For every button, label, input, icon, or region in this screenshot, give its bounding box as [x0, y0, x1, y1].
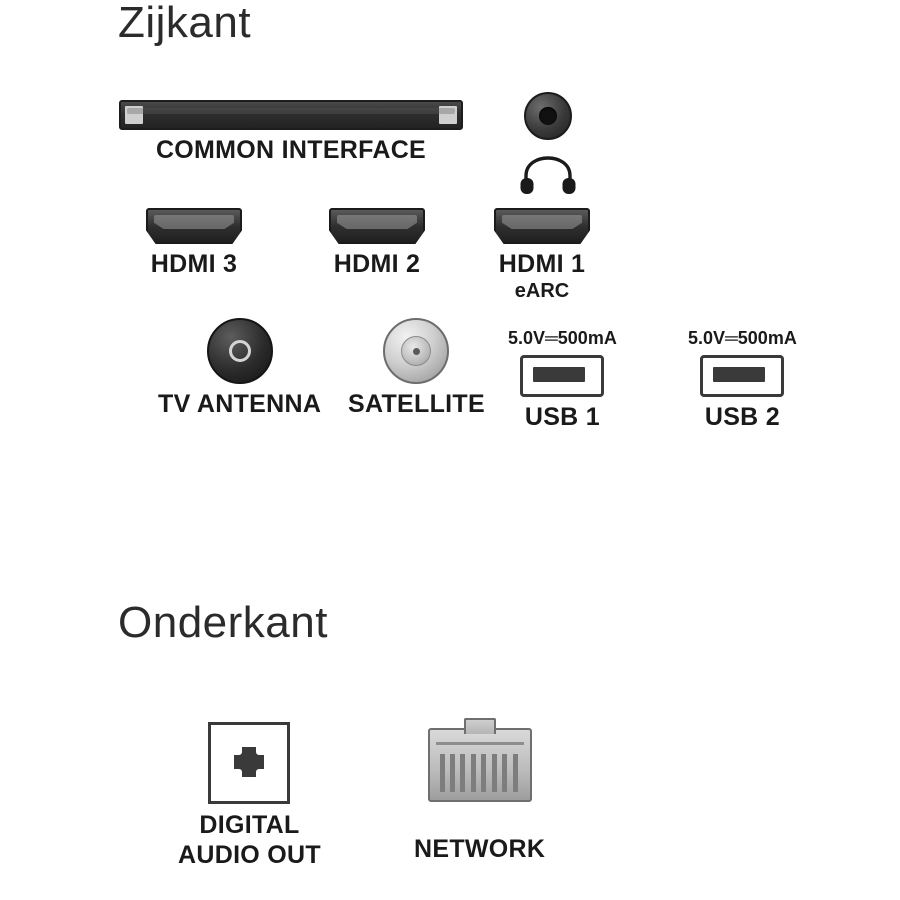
port-sublabel-hdmi1-earc: eARC	[514, 280, 570, 302]
port-usb2	[688, 328, 797, 431]
port-tv-antenna	[158, 318, 321, 418]
port-label-hdmi2: HDMI 2	[333, 250, 421, 278]
port-label-digital-audio-out	[178, 811, 321, 870]
usb1-power-rating: 5.0V═500mA	[508, 328, 617, 348]
port-hdmi1	[494, 208, 590, 303]
port-label-digital-audio-out-line1: DIGITAL	[199, 811, 300, 839]
port-network	[414, 728, 545, 863]
port-common-interface	[119, 100, 463, 164]
port-usb1	[508, 328, 617, 431]
usb-icon	[700, 355, 784, 397]
port-label-common-interface: COMMON INTERFACE	[155, 136, 427, 164]
port-label-satellite: SATELLITE	[348, 390, 485, 418]
port-satellite	[348, 318, 485, 418]
port-label-digital-audio-out-line2: AUDIO OUT	[178, 840, 321, 869]
port-headphone	[518, 92, 578, 201]
port-digital-audio-out	[178, 722, 321, 870]
port-label-usb2: USB 2	[704, 403, 780, 431]
ci-slot-tab-right	[439, 106, 457, 124]
port-label-tv-antenna: TV ANTENNA	[158, 390, 322, 418]
port-label-hdmi1: HDMI 1	[498, 250, 586, 278]
hdmi-icon	[494, 208, 590, 244]
optical-spdif-icon	[208, 722, 290, 804]
port-hdmi3	[146, 208, 242, 278]
port-label-network: NETWORK	[414, 835, 546, 863]
ci-slot-icon	[119, 100, 463, 130]
rj45-ethernet-icon	[428, 728, 532, 802]
port-label-hdmi3: HDMI 3	[150, 250, 238, 278]
section-title-side: Zijkant	[118, 0, 252, 47]
ci-slot-tab-left	[125, 106, 143, 124]
hdmi-icon	[146, 208, 242, 244]
usb2-power-rating: 5.0V═500mA	[688, 328, 797, 348]
coax-antenna-icon	[207, 318, 273, 384]
hdmi-icon	[329, 208, 425, 244]
section-title-bottom: Onderkant	[118, 598, 328, 647]
headphone-icon	[518, 154, 578, 201]
port-hdmi2	[329, 208, 425, 278]
headphone-jack-icon	[524, 92, 572, 140]
usb-icon	[520, 355, 604, 397]
port-label-usb1: USB 1	[524, 403, 600, 431]
coax-satellite-icon	[383, 318, 449, 384]
